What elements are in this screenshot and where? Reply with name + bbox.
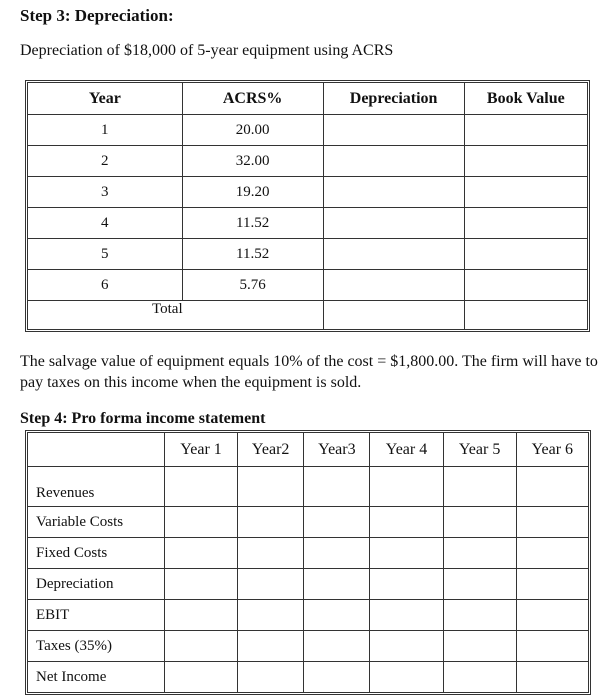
year-cell: 3 (28, 177, 183, 208)
data-cell (370, 467, 443, 507)
data-cell (444, 569, 517, 600)
step3-title: Step 3: Depreciation: (20, 6, 174, 25)
data-cell (304, 467, 370, 507)
table-row (28, 146, 587, 177)
data-cell (165, 569, 238, 600)
table-row (28, 538, 588, 569)
data-cell (238, 631, 304, 662)
total-book-value-cell (465, 301, 587, 329)
data-cell (304, 569, 370, 600)
total-row (28, 301, 587, 329)
data-cell (238, 507, 304, 538)
data-cell (238, 538, 304, 569)
row-label-ebit: EBIT (28, 600, 165, 631)
data-cell (370, 538, 443, 569)
book-value-cell (465, 146, 587, 177)
data-cell (370, 600, 443, 631)
table-row (28, 662, 588, 692)
year-cell: 5 (28, 239, 183, 270)
pro-forma-table (25, 430, 591, 695)
data-cell (517, 507, 588, 538)
header-year-6: Year 6 (517, 433, 588, 467)
data-cell (517, 600, 588, 631)
data-cell (517, 569, 588, 600)
data-cell (370, 631, 443, 662)
depreciation-header-row (28, 83, 587, 115)
header-year-4: Year 4 (370, 433, 443, 467)
depreciation-table (25, 80, 590, 332)
book-value-cell (465, 239, 587, 270)
data-cell (304, 507, 370, 538)
data-cell (370, 507, 443, 538)
table-row (28, 467, 588, 507)
year-cell: 4 (28, 208, 183, 239)
data-cell (238, 569, 304, 600)
year-cell: 1 (28, 115, 183, 146)
table-row (28, 600, 588, 631)
acrs-cell: 11.52 (183, 239, 324, 270)
acrs-cell: 20.00 (183, 115, 324, 146)
header-year: Year (28, 83, 183, 115)
data-cell (304, 538, 370, 569)
row-label-variable-costs: Variable Costs (28, 507, 165, 538)
row-label-net-income: Net Income (28, 662, 165, 692)
data-cell (304, 662, 370, 692)
depreciation-cell (324, 115, 465, 146)
data-cell (444, 538, 517, 569)
table-row (28, 631, 588, 662)
depreciation-cell (324, 270, 465, 301)
book-value-cell (465, 208, 587, 239)
book-value-cell (465, 115, 587, 146)
table-row (28, 239, 587, 270)
data-cell (165, 467, 238, 507)
data-cell (517, 467, 588, 507)
header-year-1: Year 1 (165, 433, 238, 467)
total-label: Total (152, 301, 183, 317)
depreciation-cell (324, 177, 465, 208)
salvage-paragraph: The salvage value of equipment equals 10% of the cost = $1,800.00. The firm will have to pay taxes on this income when the equipment is sold. (20, 353, 598, 391)
acrs-cell: 32.00 (183, 146, 324, 177)
table-row (28, 270, 587, 301)
data-cell (165, 662, 238, 692)
header-book-value: Book Value (465, 83, 587, 115)
row-label-depreciation: Depreciation (28, 569, 165, 600)
table-row (28, 507, 588, 538)
row-label-revenues: Revenues (28, 467, 165, 507)
data-cell (165, 600, 238, 631)
total-acrs-cell (183, 301, 324, 329)
data-cell (304, 631, 370, 662)
table-row (28, 208, 587, 239)
data-cell (370, 662, 443, 692)
data-cell (165, 507, 238, 538)
data-cell (165, 631, 238, 662)
depreciation-cell (324, 146, 465, 177)
depreciation-cell (324, 239, 465, 270)
data-cell (517, 662, 588, 692)
table-row (28, 177, 587, 208)
row-label-fixed-costs: Fixed Costs (28, 538, 165, 569)
data-cell (444, 631, 517, 662)
data-cell (444, 507, 517, 538)
total-depreciation-cell (324, 301, 465, 329)
step3-subtitle: Depreciation of $18,000 of 5-year equipment using ACRS (20, 42, 394, 59)
table-row (28, 569, 588, 600)
step4-title: Step 4: Pro forma income statement (20, 410, 266, 427)
acrs-cell: 5.76 (183, 270, 324, 301)
data-cell (517, 538, 588, 569)
acrs-cell: 19.20 (183, 177, 324, 208)
data-cell (444, 600, 517, 631)
table-row (28, 115, 587, 146)
header-depreciation: Depreciation (324, 83, 465, 115)
acrs-cell: 11.52 (183, 208, 324, 239)
book-value-cell (465, 177, 587, 208)
depreciation-cell (324, 208, 465, 239)
year-cell: 6 (28, 270, 183, 301)
header-blank (28, 433, 165, 467)
data-cell (370, 569, 443, 600)
header-year-5: Year 5 (444, 433, 517, 467)
data-cell (238, 662, 304, 692)
data-cell (444, 662, 517, 692)
data-cell (238, 600, 304, 631)
data-cell (517, 631, 588, 662)
header-year-3: Year3 (304, 433, 370, 467)
data-cell (304, 600, 370, 631)
data-cell (238, 467, 304, 507)
row-label-taxes: Taxes (35%) (28, 631, 165, 662)
header-year-2: Year2 (238, 433, 304, 467)
pro-forma-header-row (28, 433, 588, 467)
data-cell (444, 467, 517, 507)
data-cell (165, 538, 238, 569)
year-cell: 2 (28, 146, 183, 177)
book-value-cell (465, 270, 587, 301)
header-acrs: ACRS% (183, 83, 324, 115)
